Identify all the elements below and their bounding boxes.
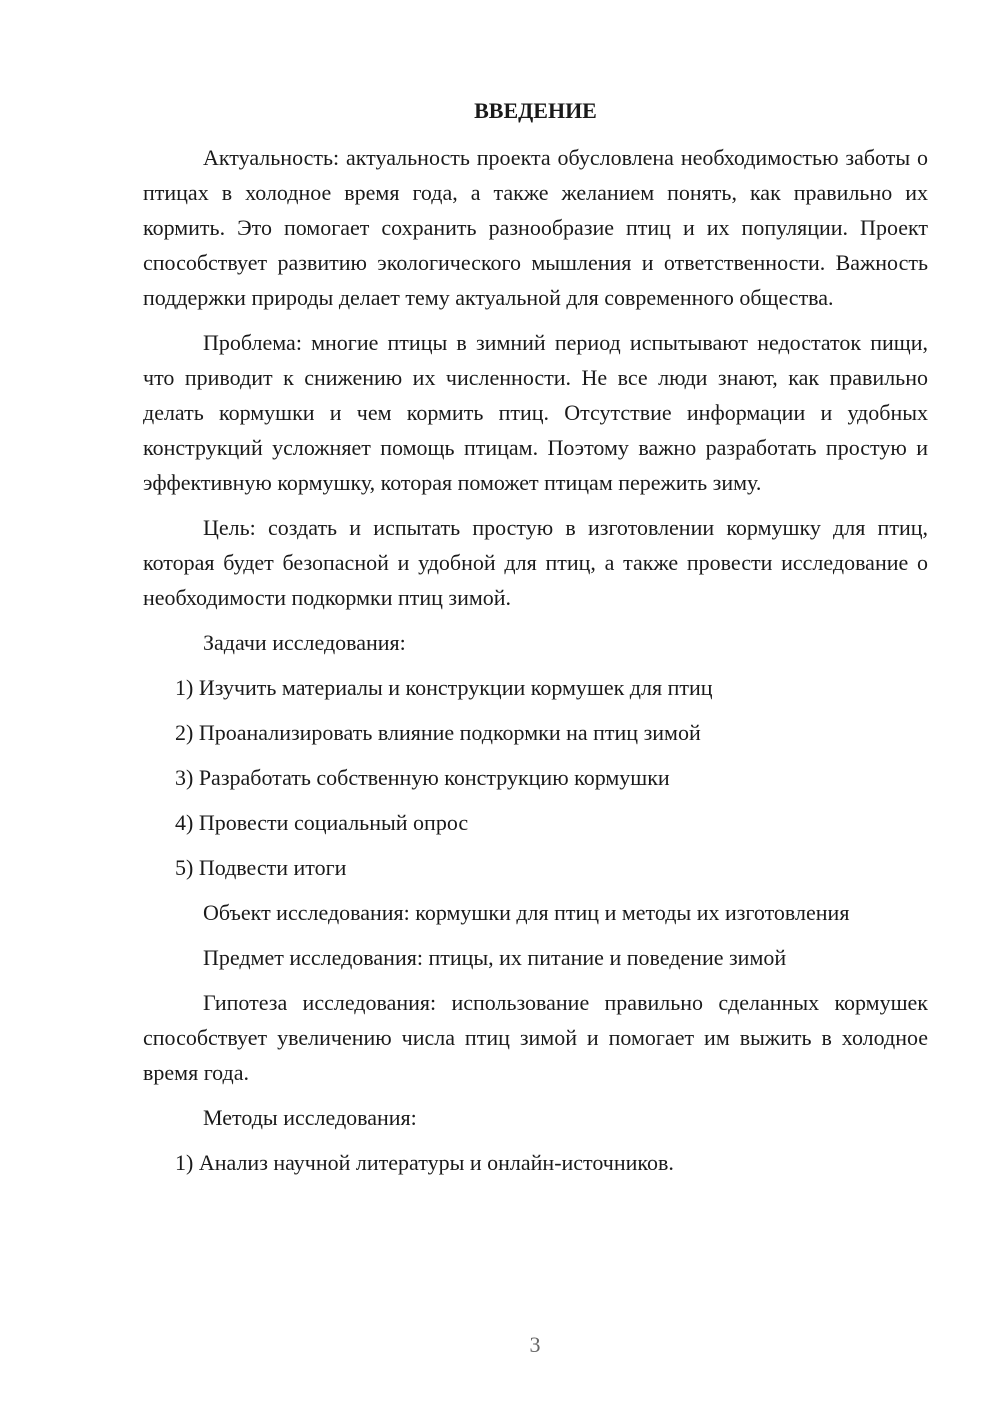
problem-paragraph: Проблема: многие птицы в зимний период испытывают недостаток пищи, что приводит к снижению их численности. Не все люди знают, как правильно делать кормушки и чем кормить птиц. Отсутствие информации и удобных конструкций усложняет помощь птицам. Поэтому важно разработать простую и эффективную кормушку, которая поможет птицам пережить зиму. bbox=[143, 330, 928, 495]
relevance-paragraph: Актуальность: актуальность проекта обусловлена необходимостью заботы о птицах в холодное время года, а также желанием понять, как правильно их кормить. Это помогает сохранить разнообразие птиц и их популяции. Проект способствует развитию экологического мышления и ответственности. Важность поддержки природы делает тему актуальной для современного общества. bbox=[143, 145, 928, 310]
task-item: 5) Подвести итоги bbox=[175, 855, 347, 880]
task-item: 1) Изучить материалы и конструкции кормушек для птиц bbox=[175, 675, 713, 700]
task-item: 3) Разработать собственную конструкцию кормушки bbox=[175, 765, 670, 790]
subject-paragraph: Предмет исследования: птицы, их питание и поведение зимой bbox=[203, 945, 787, 970]
tasks-title: Задачи исследования: bbox=[203, 630, 406, 655]
page-number: 3 bbox=[529, 1332, 541, 1357]
document-page bbox=[143, 94, 928, 1190]
task-item: 2) Проанализировать влияние подкормки на птиц зимой bbox=[175, 720, 701, 745]
object-paragraph: Объект исследования: кормушки для птиц и методы их изготовления bbox=[203, 900, 850, 925]
methods-title: Методы исследования: bbox=[203, 1105, 417, 1130]
task-item: 4) Провести социальный опрос bbox=[175, 810, 469, 835]
section-heading: ВВЕДЕНИЕ bbox=[474, 98, 597, 123]
goal-paragraph: Цель: создать и испытать простую в изготовлении кормушку для птиц, которая будет безопасной и удобной для птиц, а также провести исследование о необходимости подкормки птиц зимой. bbox=[143, 515, 928, 610]
hypothesis-paragraph: Гипотеза исследования: использование правильно сделанных кормушек способствует увеличению числа птиц зимой и помогает им выжить в холодное время года. bbox=[143, 990, 928, 1085]
method-item: 1) Анализ научной литературы и онлайн-источников. bbox=[175, 1150, 674, 1175]
